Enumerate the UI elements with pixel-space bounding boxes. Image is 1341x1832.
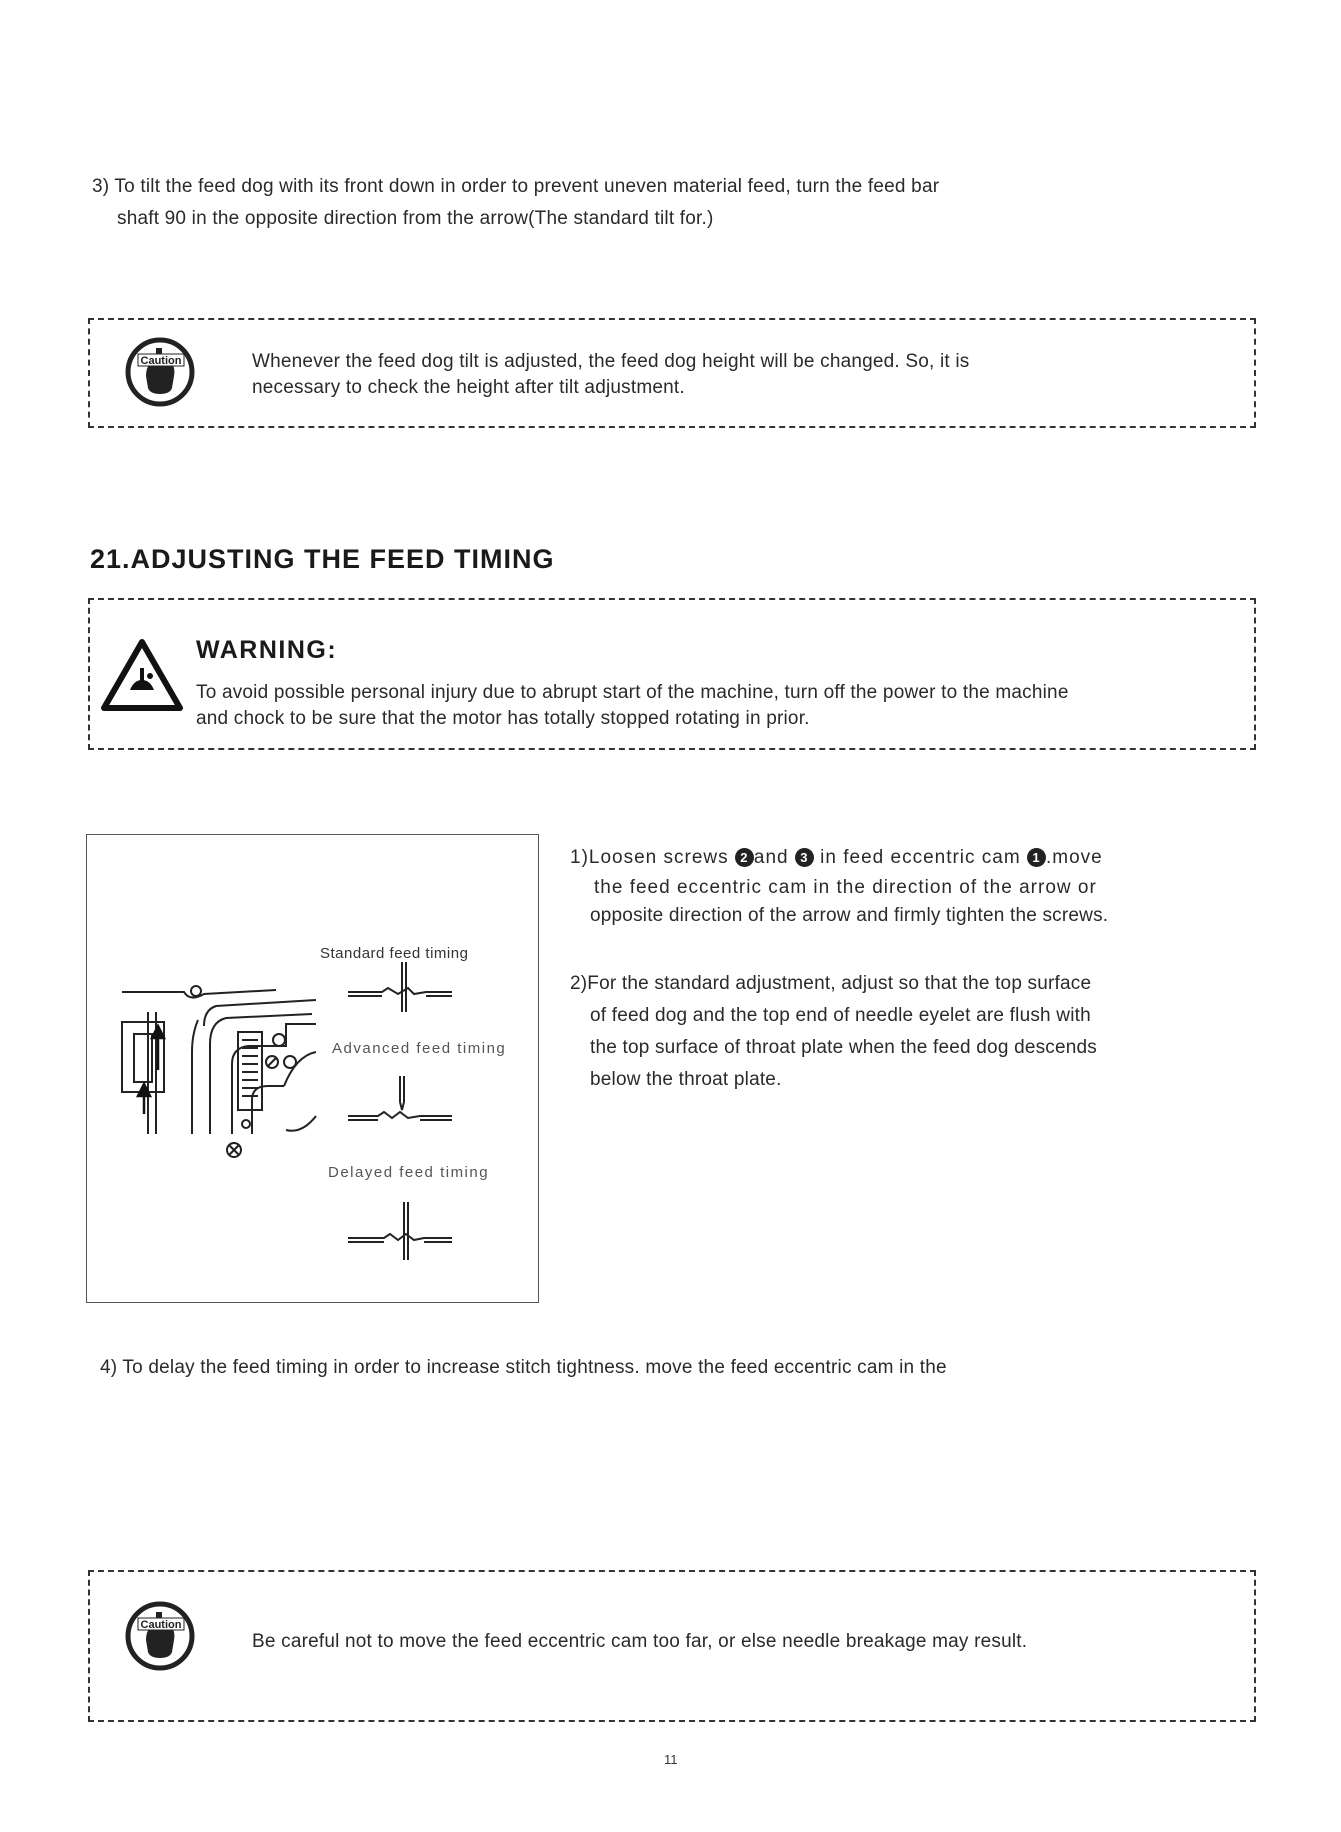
screw-2-marker: 2 (735, 848, 754, 867)
warning-line1: To avoid possible personal injury due to abrupt start of the machine, turn off the power to the machine (196, 682, 1069, 703)
step4-line1: 4) To delay the feed timing in order to increase stitch tightness. move the feed eccentric cam in the (100, 1357, 947, 1378)
label-advanced-timing: Advanced feed timing (332, 1040, 507, 1057)
step2-line3: the top surface of throat plate when the feed dog descends (590, 1037, 1098, 1058)
caution-hand-icon (124, 336, 196, 408)
step1-line3: opposite direction of the arrow and firmly tighten the screws. (590, 905, 1109, 926)
screw-3-marker: 3 (795, 848, 814, 867)
step2-line4: below the throat plate. (590, 1069, 782, 1090)
section-title: 21.ADJUSTING THE FEED TIMING (90, 544, 555, 574)
feed-mechanism-diagram (86, 834, 537, 1301)
page-number: 11 (664, 1752, 678, 1767)
step1-line2: the feed eccentric cam in the direction of the arrow or (594, 877, 1097, 898)
warning-line2: and chock to be sure that the motor has totally stopped rotating in prior. (196, 708, 810, 729)
caution1-line2: necessary to check the height after tilt adjustment. (252, 377, 685, 398)
step1-line1: 1)Loosen screws 2 and 3 in feed eccentric cam 1 .move (570, 847, 1103, 868)
svg-text:Caution: Caution (140, 355, 182, 367)
label-standard-timing: Standard feed timing (320, 945, 469, 962)
svg-text:Caution: Caution (140, 1619, 182, 1631)
caution2-line1: Be careful not to move the feed eccentric cam too far, or else needle breakage may result. (252, 1631, 1028, 1652)
step2-line2: of feed dog and the top end of needle eyelet are flush with (590, 1005, 1091, 1026)
caution1-line1: Whenever the feed dog tilt is adjusted, the feed dog height will be changed. So, it is (252, 351, 970, 372)
caution-hand-icon (124, 1600, 196, 1672)
warning-triangle-icon (100, 638, 184, 712)
step3-line1: 3) To tilt the feed dog with its front down in order to prevent uneven material feed, turn the feed bar (92, 176, 940, 197)
step3-line2: shaft 90 in the opposite direction from the arrow(The standard tilt for.) (117, 208, 714, 229)
cam-1-marker: 1 (1027, 848, 1046, 867)
step2-line1: 2)For the standard adjustment, adjust so that the top surface (570, 973, 1092, 994)
warning-title: WARNING: (196, 636, 338, 664)
label-delayed-timing: Delayed feed timing (328, 1164, 490, 1181)
